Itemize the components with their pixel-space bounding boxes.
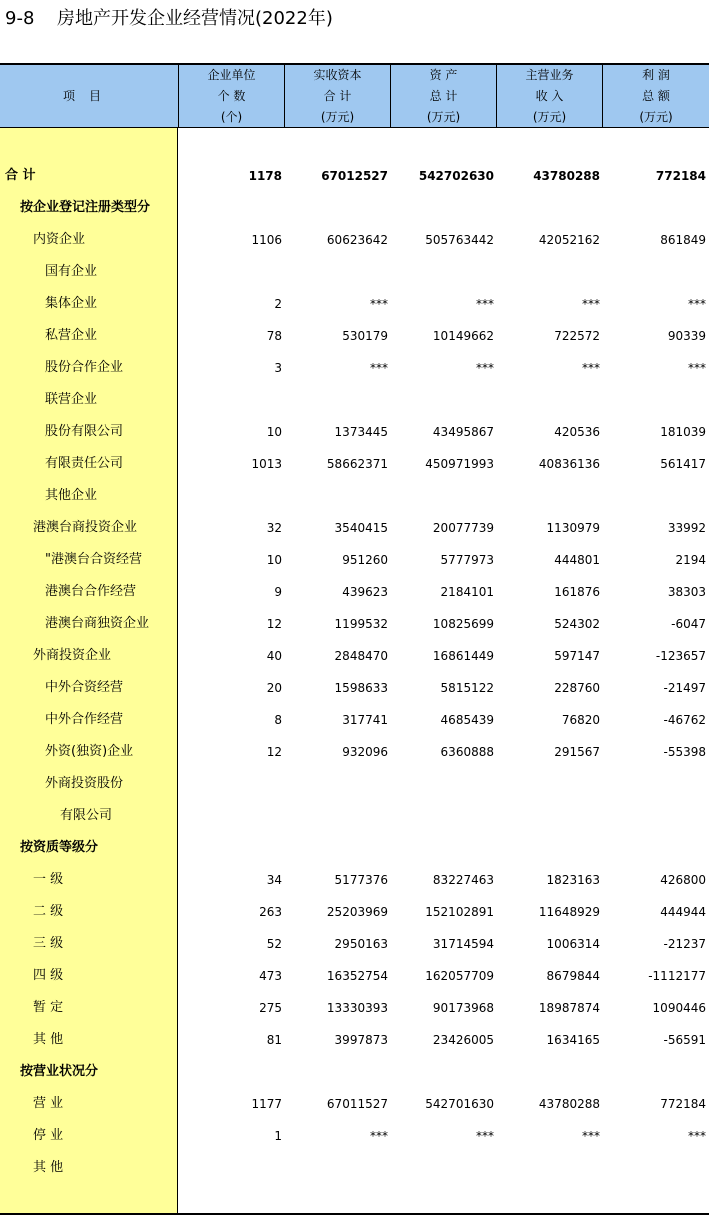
row-label: 按企业登记注册类型分 bbox=[20, 200, 151, 215]
row-value: 52 bbox=[266, 937, 282, 951]
row-value: 32 bbox=[266, 521, 282, 535]
row-label: 其他企业 bbox=[45, 488, 98, 503]
row-value: -123657 bbox=[655, 649, 706, 663]
row-value: 83227463 bbox=[432, 873, 494, 887]
row-value: *** bbox=[370, 297, 388, 311]
row-label: 外资(独资)企业 bbox=[45, 744, 134, 759]
header-col-total-assets bbox=[390, 65, 496, 127]
row-value: 439623 bbox=[342, 585, 388, 599]
row-value: 4685439 bbox=[440, 713, 494, 727]
row-value: 43780288 bbox=[538, 1097, 600, 1111]
table-row bbox=[0, 512, 709, 544]
header-line: 主营业务 bbox=[525, 68, 574, 82]
row-label: 按营业状况分 bbox=[20, 1064, 99, 1079]
row-value: 263 bbox=[259, 905, 282, 919]
row-value: *** bbox=[476, 361, 494, 375]
row-value: *** bbox=[370, 1129, 388, 1143]
row-value: 90339 bbox=[667, 329, 706, 343]
header-col-total-profit bbox=[602, 65, 709, 127]
row-value: 722572 bbox=[554, 329, 600, 343]
header-line: 总 额 bbox=[642, 89, 670, 103]
table-row bbox=[0, 1024, 709, 1056]
row-value: 6360888 bbox=[440, 745, 494, 759]
row-value: -6047 bbox=[671, 617, 706, 631]
row-value: 11648929 bbox=[538, 905, 600, 919]
row-value: 597147 bbox=[554, 649, 600, 663]
table-row bbox=[0, 192, 709, 224]
row-value: 78 bbox=[266, 329, 282, 343]
row-value: 67011527 bbox=[326, 1097, 388, 1111]
row-value: 181039 bbox=[660, 425, 706, 439]
table-row bbox=[0, 640, 709, 672]
row-value: 60623642 bbox=[326, 233, 388, 247]
row-value: 2184101 bbox=[440, 585, 494, 599]
row-value: 951260 bbox=[342, 553, 388, 567]
table-row bbox=[0, 896, 709, 928]
row-value: *** bbox=[476, 1129, 494, 1143]
row-value: 1090446 bbox=[652, 1001, 706, 1015]
row-value: 1178 bbox=[248, 169, 282, 183]
row-value: 2194 bbox=[675, 553, 706, 567]
row-value: *** bbox=[582, 361, 600, 375]
row-label: 有限责任公司 bbox=[45, 456, 124, 471]
row-value: 81 bbox=[266, 1033, 282, 1047]
row-value: 13330393 bbox=[326, 1001, 388, 1015]
row-value: *** bbox=[688, 297, 706, 311]
row-label: 按资质等级分 bbox=[20, 840, 99, 855]
table-row bbox=[0, 480, 709, 512]
row-value: 162057709 bbox=[425, 969, 494, 983]
row-label: 其 他 bbox=[33, 1160, 64, 1175]
row-value: 561417 bbox=[660, 457, 706, 471]
row-value: 444944 bbox=[660, 905, 706, 919]
table-row bbox=[0, 224, 709, 256]
row-label: 其 他 bbox=[33, 1032, 64, 1047]
row-value: 772184 bbox=[660, 1097, 706, 1111]
header-line: 合 计 bbox=[323, 89, 352, 103]
row-value: *** bbox=[370, 361, 388, 375]
table-row bbox=[0, 1088, 709, 1120]
row-label: 三 级 bbox=[33, 936, 64, 951]
row-value: *** bbox=[582, 297, 600, 311]
row-value: 542701630 bbox=[425, 1097, 494, 1111]
table-row bbox=[0, 544, 709, 576]
row-value: 1634165 bbox=[546, 1033, 600, 1047]
table-row bbox=[0, 672, 709, 704]
table-row bbox=[0, 352, 709, 384]
row-value: 18987874 bbox=[538, 1001, 600, 1015]
row-value: 228760 bbox=[554, 681, 600, 695]
table-row bbox=[0, 928, 709, 960]
row-value: 524302 bbox=[554, 617, 600, 631]
row-value: -56591 bbox=[663, 1033, 706, 1047]
header-line: 个 数 bbox=[217, 89, 246, 103]
table-row bbox=[0, 1152, 709, 1184]
row-value: 16861449 bbox=[432, 649, 494, 663]
row-value: 10 bbox=[266, 425, 282, 439]
row-value: *** bbox=[688, 1129, 706, 1143]
row-value: 3540415 bbox=[334, 521, 388, 535]
row-value: 3997873 bbox=[334, 1033, 388, 1047]
row-value: 1 bbox=[274, 1129, 282, 1143]
row-value: 275 bbox=[259, 1001, 282, 1015]
row-label: 停 业 bbox=[33, 1128, 64, 1143]
table-row bbox=[0, 1120, 709, 1152]
header-line: 实收资本 bbox=[313, 68, 362, 82]
row-value: 34 bbox=[266, 873, 282, 887]
row-value: 33992 bbox=[667, 521, 706, 535]
row-value: -46762 bbox=[663, 713, 706, 727]
header-unit: (万元) bbox=[426, 110, 461, 124]
table-row bbox=[0, 800, 709, 832]
row-label: 外商投资股份 bbox=[45, 776, 124, 791]
table-row bbox=[0, 1056, 709, 1088]
row-label: 中外合资经营 bbox=[45, 680, 124, 695]
row-value: -55398 bbox=[663, 745, 706, 759]
row-label: 四 级 bbox=[33, 968, 64, 983]
row-value: 58662371 bbox=[326, 457, 388, 471]
row-value: 1013 bbox=[251, 457, 282, 471]
row-label: 联营企业 bbox=[45, 392, 98, 407]
row-value: 5815122 bbox=[440, 681, 494, 695]
row-label: 国有企业 bbox=[45, 264, 98, 279]
row-label: 暂 定 bbox=[33, 1000, 64, 1015]
row-value: 161876 bbox=[554, 585, 600, 599]
row-value: 43780288 bbox=[533, 169, 600, 183]
header-line: 资 产 bbox=[429, 68, 458, 82]
row-label: 外商投资企业 bbox=[33, 648, 112, 663]
row-value: 38303 bbox=[667, 585, 706, 599]
row-value: 2950163 bbox=[334, 937, 388, 951]
row-label: 内资企业 bbox=[33, 232, 86, 247]
row-value: 1106 bbox=[251, 233, 282, 247]
row-value: 1177 bbox=[251, 1097, 282, 1111]
row-value: 8 bbox=[274, 713, 282, 727]
row-value: 1598633 bbox=[334, 681, 388, 695]
table-title-text: 房地产开发企业经营情况(2022年) bbox=[57, 8, 333, 29]
row-value: 8679844 bbox=[546, 969, 600, 983]
row-value: 1373445 bbox=[334, 425, 388, 439]
row-value: 291567 bbox=[554, 745, 600, 759]
row-value: 2848470 bbox=[334, 649, 388, 663]
row-value: 444801 bbox=[554, 553, 600, 567]
header-line: 利 润 bbox=[642, 68, 670, 82]
row-value: 152102891 bbox=[425, 905, 494, 919]
row-label: 集体企业 bbox=[45, 296, 98, 311]
row-value: 5177376 bbox=[334, 873, 388, 887]
row-value: 1823163 bbox=[546, 873, 600, 887]
table-row bbox=[0, 992, 709, 1024]
header-line: 总 计 bbox=[429, 89, 458, 103]
row-value: 12 bbox=[266, 745, 282, 759]
row-label: 有限公司 bbox=[60, 808, 113, 823]
header-unit: (万元) bbox=[320, 110, 355, 124]
row-value: 42052162 bbox=[538, 233, 600, 247]
table-row bbox=[0, 320, 709, 352]
row-value: 3 bbox=[274, 361, 282, 375]
table-row bbox=[0, 256, 709, 288]
row-label: 中外合作经营 bbox=[45, 712, 124, 727]
row-value: 16352754 bbox=[326, 969, 388, 983]
row-label: 股份合作企业 bbox=[45, 360, 124, 375]
row-value: 2 bbox=[274, 297, 282, 311]
row-label: 港澳台商投资企业 bbox=[33, 520, 138, 535]
table-header bbox=[0, 65, 709, 128]
row-value: 317741 bbox=[342, 713, 388, 727]
row-value: 25203969 bbox=[326, 905, 388, 919]
table-row bbox=[0, 576, 709, 608]
table-row bbox=[0, 768, 709, 800]
row-value: -1112177 bbox=[648, 969, 706, 983]
row-value: 861849 bbox=[660, 233, 706, 247]
row-value: -21497 bbox=[663, 681, 706, 695]
table-row bbox=[0, 832, 709, 864]
row-value: 505763442 bbox=[425, 233, 494, 247]
row-value: 1199532 bbox=[334, 617, 388, 631]
row-value: 10 bbox=[266, 553, 282, 567]
row-label: 一 级 bbox=[33, 872, 64, 887]
table-row bbox=[0, 448, 709, 480]
table-row bbox=[0, 288, 709, 320]
table-row bbox=[0, 960, 709, 992]
row-value: 40 bbox=[266, 649, 282, 663]
row-label: 合 计 bbox=[5, 168, 36, 183]
row-value: 31714594 bbox=[432, 937, 494, 951]
row-label: "港澳台合资经营 bbox=[45, 552, 142, 567]
row-value: 530179 bbox=[342, 329, 388, 343]
row-value: 542702630 bbox=[418, 169, 494, 183]
row-value: 10149662 bbox=[432, 329, 494, 343]
row-value: *** bbox=[476, 297, 494, 311]
header-line: 企业单位 bbox=[207, 68, 256, 82]
row-value: 12 bbox=[266, 617, 282, 631]
header-stub bbox=[0, 65, 178, 127]
header-col-paid-in-capital bbox=[284, 65, 390, 127]
table-row bbox=[0, 704, 709, 736]
row-value: 20 bbox=[266, 681, 282, 695]
row-label: 港澳台商独资企业 bbox=[45, 616, 150, 631]
row-value: 1006314 bbox=[546, 937, 600, 951]
row-value: 9 bbox=[274, 585, 282, 599]
table-title bbox=[5, 4, 333, 30]
row-label: 私营企业 bbox=[45, 328, 98, 343]
row-label: 二 级 bbox=[33, 904, 64, 919]
row-value: 450971993 bbox=[425, 457, 494, 471]
header-unit: (万元) bbox=[532, 110, 567, 124]
row-value: 932096 bbox=[342, 745, 388, 759]
header-col-main-revenue bbox=[496, 65, 602, 127]
row-value: 40836136 bbox=[538, 457, 600, 471]
header-unit: (个) bbox=[220, 110, 243, 124]
row-value: 473 bbox=[259, 969, 282, 983]
row-label: 营 业 bbox=[33, 1096, 64, 1111]
row-value: 10825699 bbox=[432, 617, 494, 631]
header-col-enterprises bbox=[178, 65, 284, 127]
header-unit: (万元) bbox=[639, 110, 673, 124]
row-value: 43495867 bbox=[432, 425, 494, 439]
row-value: 20077739 bbox=[432, 521, 494, 535]
row-label: 股份有限公司 bbox=[45, 424, 124, 439]
table-row bbox=[0, 384, 709, 416]
row-value: 76820 bbox=[561, 713, 600, 727]
row-value: -21237 bbox=[663, 937, 706, 951]
row-value: *** bbox=[582, 1129, 600, 1143]
row-value: 90173968 bbox=[432, 1001, 494, 1015]
table-row bbox=[0, 864, 709, 896]
row-value: *** bbox=[688, 361, 706, 375]
row-value: 420536 bbox=[554, 425, 600, 439]
row-value: 426800 bbox=[660, 873, 706, 887]
row-value: 772184 bbox=[655, 169, 706, 183]
table-row bbox=[0, 160, 709, 192]
table-row bbox=[0, 736, 709, 768]
row-value: 67012527 bbox=[321, 169, 388, 183]
table-row bbox=[0, 608, 709, 640]
row-value: 5777973 bbox=[440, 553, 494, 567]
row-label: 港澳台合作经营 bbox=[45, 584, 137, 599]
header-stub-label: 项目 bbox=[62, 89, 115, 103]
table-number: 9-8 bbox=[5, 8, 35, 29]
row-value: 23426005 bbox=[432, 1033, 494, 1047]
bottom-rule bbox=[0, 1213, 709, 1215]
header-line: 收 入 bbox=[535, 89, 564, 103]
table-row bbox=[0, 416, 709, 448]
row-value: 1130979 bbox=[546, 521, 600, 535]
